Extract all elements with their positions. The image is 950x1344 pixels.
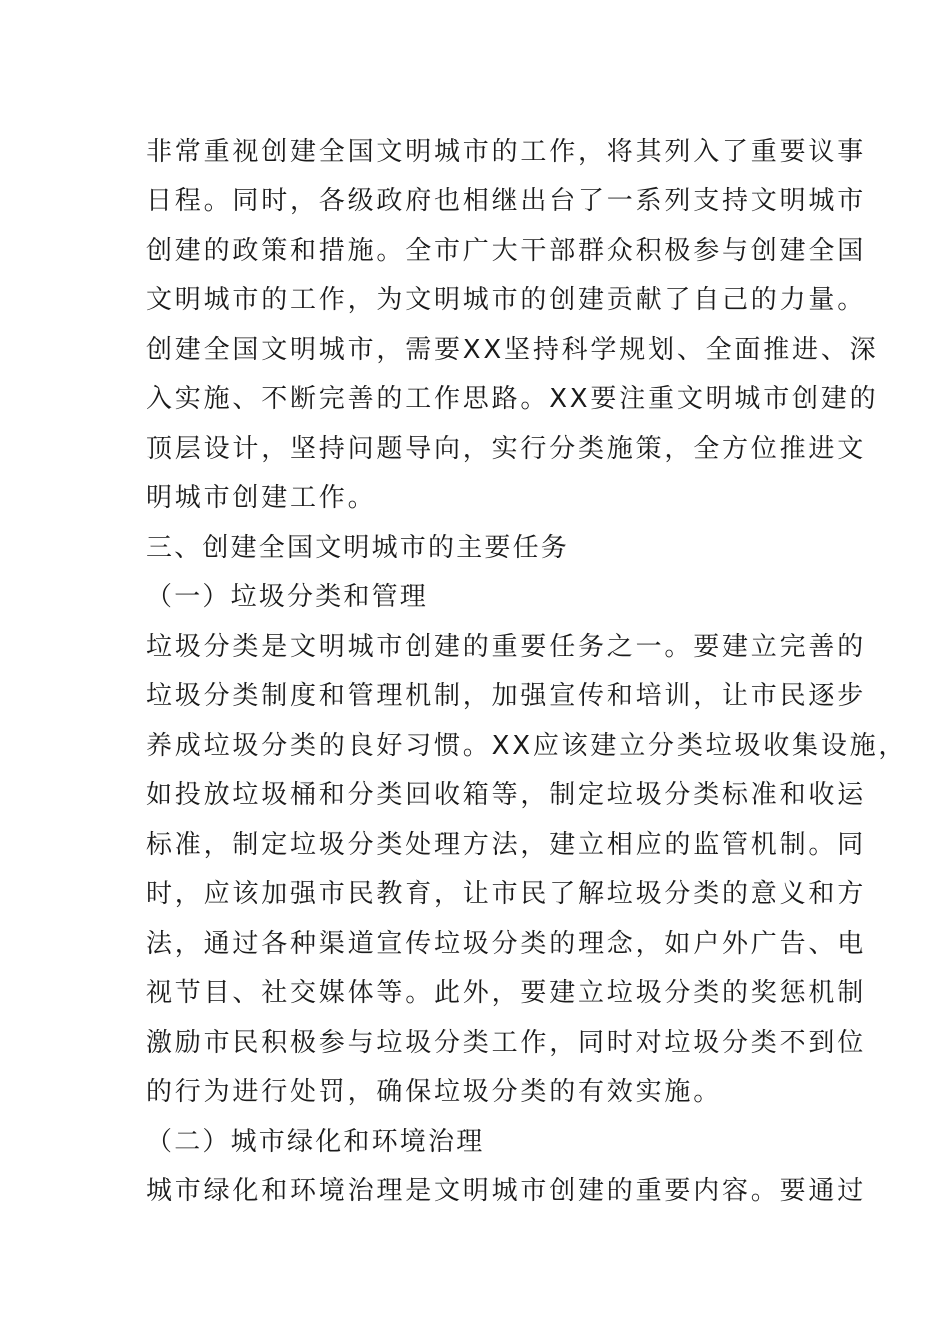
text-line: 如投放垃圾桶和分类回收箱等，制定垃圾分类标准和收运 (146, 780, 867, 810)
subsection-heading: （二）城市绿化和环境治理 (146, 1127, 485, 1157)
text-line: 日程。同时，各级政府也相继出台了一系列支持文明城市 (146, 186, 867, 216)
text-line: 非常重视创建全国文明城市的工作，将其列入了重要议事 (146, 137, 867, 167)
text-line: 标准，制定垃圾分类处理方法，建立相应的监管机制。同 (146, 830, 867, 860)
section-heading: 三、创建全国文明城市的主要任务 (146, 533, 570, 563)
text-line: 入实施、不断完善的工作思路。XX要注重文明城市创建的 (146, 384, 879, 414)
text-line: 垃圾分类是文明城市创建的重要任务之一。要建立完善的 (146, 632, 867, 662)
text-line: 垃圾分类制度和管理机制，加强宣传和培训，让市民逐步 (146, 681, 867, 711)
text-line: 视节目、社交媒体等。此外，要建立垃圾分类的奖惩机制 (146, 978, 867, 1008)
text-line: 的行为进行处罚，确保垃圾分类的有效实施。 (146, 1077, 723, 1107)
text-line: 文明城市的工作，为文明城市的创建贡献了自己的力量。 (146, 285, 867, 315)
text-line: 法，通过各种渠道宣传垃圾分类的理念，如户外广告、电 (146, 929, 867, 959)
text-line: 城市绿化和环境治理是文明城市创建的重要内容。要通过 (146, 1176, 867, 1206)
text-line: 时，应该加强市民教育，让市民了解垃圾分类的意义和方 (146, 879, 867, 909)
text-line: 创建的政策和措施。全市广大干部群众积极参与创建全国 (146, 236, 867, 266)
text-line: 创建全国文明城市，需要XX坚持科学规划、全面推进、深 (146, 335, 879, 365)
text-line: 明城市创建工作。 (146, 483, 377, 513)
text-line: 养成垃圾分类的良好习惯。XX应该建立分类垃圾收集设施， (146, 731, 908, 761)
text-line: 顶层设计，坚持问题导向，实行分类施策，全方位推进文 (146, 434, 867, 464)
text-line: 激励市民积极参与垃圾分类工作，同时对垃圾分类不到位 (146, 1028, 867, 1058)
subsection-heading: （一）垃圾分类和管理 (146, 582, 429, 612)
